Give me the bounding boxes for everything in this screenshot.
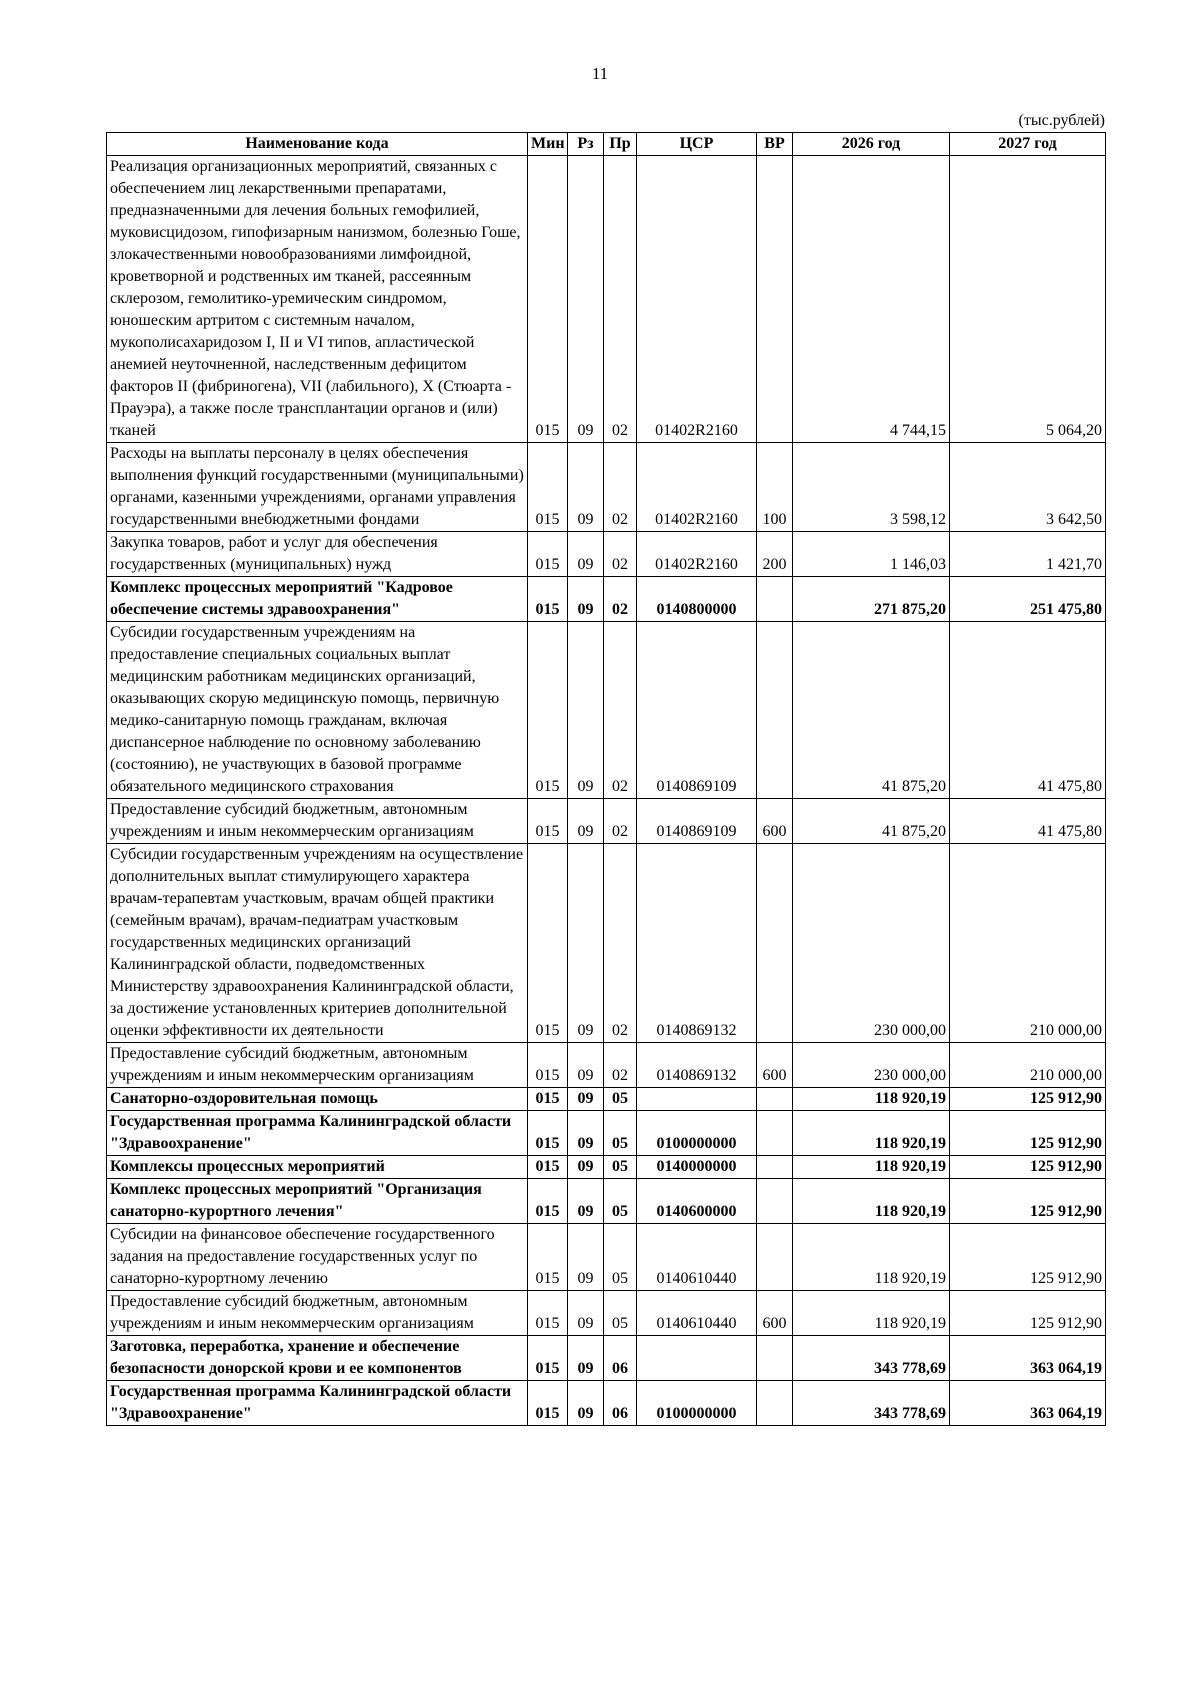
row-name: Субсидии государственным учреждениям на осуществление дополнительных выплат стимулирующего характера врачам-терапевтам участковым, врачам общей практики (семейным врачам), врачам-педиатрам участковым государственных медицинских организаций Калининградской области, подведомственных Министерству здравоохранения Калининградской области, за достижение установленных критериев дополнительной оценки эффективности их деятельности (107, 844, 528, 1043)
table-row (107, 1381, 1106, 1426)
row-name: Комплексы процессных мероприятий (107, 1156, 528, 1179)
row-csr: 0140000000 (637, 1156, 757, 1179)
row-2026: 41 875,20 (793, 622, 950, 799)
row-rz: 09 (568, 1291, 604, 1336)
row-vr (757, 844, 793, 1043)
row-rz: 09 (568, 1043, 604, 1088)
row-2027: 41 475,80 (950, 622, 1106, 799)
table-row (107, 1336, 1106, 1381)
row-2026: 41 875,20 (793, 799, 950, 844)
row-csr: 0140869109 (637, 622, 757, 799)
table-row (107, 577, 1106, 622)
table-row (107, 1088, 1106, 1111)
row-rz: 09 (568, 1179, 604, 1224)
row-min: 015 (528, 1291, 568, 1336)
table-row (107, 156, 1106, 443)
row-vr (757, 622, 793, 799)
row-2026: 230 000,00 (793, 844, 950, 1043)
row-name: Предоставление субсидий бюджетным, автономным учреждениям и иным некоммерческим организациям (107, 1043, 528, 1088)
row-name: Предоставление субсидий бюджетным, автономным учреждениям и иным некоммерческим организациям (107, 1291, 528, 1336)
row-vr (757, 1156, 793, 1179)
row-2026: 1 146,03 (793, 532, 950, 577)
row-2027: 125 912,90 (950, 1291, 1106, 1336)
row-vr (757, 577, 793, 622)
row-min: 015 (528, 622, 568, 799)
header-rz: Рз (568, 133, 604, 156)
table-row (107, 1043, 1106, 1088)
row-pr: 05 (604, 1111, 637, 1156)
row-pr: 02 (604, 156, 637, 443)
table-row (107, 1224, 1106, 1291)
row-2027: 363 064,19 (950, 1381, 1106, 1426)
header-vr: ВР (757, 133, 793, 156)
budget-table (106, 132, 1106, 1426)
row-2027: 3 642,50 (950, 443, 1106, 532)
row-2027: 125 912,90 (950, 1156, 1106, 1179)
row-2026: 343 778,69 (793, 1336, 950, 1381)
row-csr: 01402R2160 (637, 443, 757, 532)
row-2027: 125 912,90 (950, 1224, 1106, 1291)
row-rz: 09 (568, 1224, 604, 1291)
row-min: 015 (528, 1156, 568, 1179)
row-rz: 09 (568, 1381, 604, 1426)
row-vr: 600 (757, 1291, 793, 1336)
row-pr: 05 (604, 1291, 637, 1336)
table-row (107, 844, 1106, 1043)
row-rz: 09 (568, 844, 604, 1043)
row-2026: 118 920,19 (793, 1111, 950, 1156)
row-vr (757, 1179, 793, 1224)
row-csr: 0140869109 (637, 799, 757, 844)
row-rz: 09 (568, 799, 604, 844)
row-rz: 09 (568, 1336, 604, 1381)
row-vr: 200 (757, 532, 793, 577)
header-min: Мин (528, 133, 568, 156)
row-2026: 118 920,19 (793, 1224, 950, 1291)
header-pr: Пр (604, 133, 637, 156)
row-pr: 02 (604, 532, 637, 577)
row-min: 015 (528, 1336, 568, 1381)
row-rz: 09 (568, 1088, 604, 1111)
row-pr: 02 (604, 443, 637, 532)
row-min: 015 (528, 1111, 568, 1156)
row-rz: 09 (568, 577, 604, 622)
row-name: Комплекс процессных мероприятий "Кадровое обеспечение системы здравоохранения" (107, 577, 528, 622)
row-rz: 09 (568, 532, 604, 577)
header-2026: 2026 год (793, 133, 950, 156)
row-name: Расходы на выплаты персоналу в целях обеспечения выполнения функций государственными (муниципальными) органами, казенными учреждениями, органами управления государственными внебюджетными фондами (107, 443, 528, 532)
row-name: Санаторно-оздоровительная помощь (107, 1088, 528, 1111)
row-csr: 0140610440 (637, 1291, 757, 1336)
row-pr: 06 (604, 1336, 637, 1381)
row-2027: 125 912,90 (950, 1179, 1106, 1224)
row-vr: 100 (757, 443, 793, 532)
row-pr: 05 (604, 1224, 637, 1291)
row-min: 015 (528, 844, 568, 1043)
table-row (107, 1111, 1106, 1156)
row-csr: 01402R2160 (637, 532, 757, 577)
row-2027: 363 064,19 (950, 1336, 1106, 1381)
row-csr: 0140610440 (637, 1224, 757, 1291)
row-pr: 02 (604, 1043, 637, 1088)
row-pr: 05 (604, 1088, 637, 1111)
row-2027: 210 000,00 (950, 844, 1106, 1043)
row-2026: 4 744,15 (793, 156, 950, 443)
row-2026: 118 920,19 (793, 1179, 950, 1224)
row-pr: 02 (604, 799, 637, 844)
row-pr: 06 (604, 1381, 637, 1426)
header-name: Наименование кода (107, 133, 528, 156)
row-2027: 1 421,70 (950, 532, 1106, 577)
row-csr: 0140869132 (637, 844, 757, 1043)
row-name: Комплекс процессных мероприятий "Организация санаторно-курортного лечения" (107, 1179, 528, 1224)
row-name: Закупка товаров, работ и услуг для обеспечения государственных (муниципальных) нужд (107, 532, 528, 577)
row-csr: 0100000000 (637, 1381, 757, 1426)
row-min: 015 (528, 799, 568, 844)
row-min: 015 (528, 1179, 568, 1224)
row-csr: 0140800000 (637, 577, 757, 622)
row-2027: 41 475,80 (950, 799, 1106, 844)
row-2027: 5 064,20 (950, 156, 1106, 443)
row-csr: 01402R2160 (637, 156, 757, 443)
table-row (107, 1156, 1106, 1179)
row-csr: 0140869132 (637, 1043, 757, 1088)
row-2026: 118 920,19 (793, 1291, 950, 1336)
row-pr: 05 (604, 1156, 637, 1179)
row-name: Государственная программа Калининградской области "Здравоохранение" (107, 1381, 528, 1426)
row-vr (757, 1336, 793, 1381)
table-row (107, 1179, 1106, 1224)
row-vr (757, 1111, 793, 1156)
table-row (107, 443, 1106, 532)
table-header-row (107, 133, 1106, 156)
header-csr: ЦСР (637, 133, 757, 156)
row-min: 015 (528, 443, 568, 532)
row-2026: 343 778,69 (793, 1381, 950, 1426)
row-2027: 125 912,90 (950, 1088, 1106, 1111)
row-2026: 3 598,12 (793, 443, 950, 532)
row-name: Субсидии на финансовое обеспечение государственного задания на предоставление государственных услуг по санаторно-курортному лечению (107, 1224, 528, 1291)
row-min: 015 (528, 577, 568, 622)
page-number: 11 (591, 64, 609, 83)
row-2026: 118 920,19 (793, 1088, 950, 1111)
row-2027: 251 475,80 (950, 577, 1106, 622)
row-name: Субсидии государственным учреждениям на предоставление специальных социальных выплат медицинским работникам медицинских организаций, оказывающих скорую медицинскую помощь, первичную медико-санитарную помощь гражданам, включая диспансерное наблюдение по основному заболеванию (состоянию), не участвующих в базовой программе обязательного медицинского страхования (107, 622, 528, 799)
table-row (107, 1291, 1106, 1336)
row-min: 015 (528, 156, 568, 443)
row-2026: 118 920,19 (793, 1156, 950, 1179)
row-pr: 02 (604, 622, 637, 799)
units-label: (тыс.рублей) (1018, 112, 1105, 129)
row-2027: 210 000,00 (950, 1043, 1106, 1088)
row-rz: 09 (568, 156, 604, 443)
row-csr: 0100000000 (637, 1111, 757, 1156)
row-min: 015 (528, 532, 568, 577)
row-min: 015 (528, 1381, 568, 1426)
row-2026: 230 000,00 (793, 1043, 950, 1088)
row-rz: 09 (568, 1111, 604, 1156)
row-vr (757, 1224, 793, 1291)
row-min: 015 (528, 1043, 568, 1088)
row-rz: 09 (568, 1156, 604, 1179)
row-rz: 09 (568, 622, 604, 799)
row-pr: 02 (604, 844, 637, 1043)
row-min: 015 (528, 1088, 568, 1111)
row-2026: 271 875,20 (793, 577, 950, 622)
row-name: Реализация организационных мероприятий, связанных с обеспечением лиц лекарственными препаратами, предназначенными для лечения больных гемофилией, муковисцидозом, гипофизарным нанизмом, болезнью Гоше, злокачественными новообразованиями лимфоидной, кроветворной и родственных им тканей, рассеянным склерозом, гемолитико-уремическим синдромом, юношеским артритом с системным началом, мукополисахаридозом I, II и VI типов, апластической анемией неуточненной, наследственным дефицитом факторов II (фибриногена), VII (лабильного), X (Стюарта - Прауэра), а также после трансплантации органов и (или) тканей (107, 156, 528, 443)
row-name: Заготовка, переработка, хранение и обеспечение безопасности донорской крови и ее компонентов (107, 1336, 528, 1381)
row-rz: 09 (568, 443, 604, 532)
table-row (107, 532, 1106, 577)
table-row (107, 622, 1106, 799)
row-vr: 600 (757, 1043, 793, 1088)
row-csr: 0140600000 (637, 1179, 757, 1224)
row-min: 015 (528, 1224, 568, 1291)
row-vr (757, 156, 793, 443)
row-csr (637, 1088, 757, 1111)
row-name: Государственная программа Калининградской области "Здравоохранение" (107, 1111, 528, 1156)
row-pr: 05 (604, 1179, 637, 1224)
row-2027: 125 912,90 (950, 1111, 1106, 1156)
row-vr: 600 (757, 799, 793, 844)
table-row (107, 799, 1106, 844)
row-csr (637, 1336, 757, 1381)
row-pr: 02 (604, 577, 637, 622)
header-2027: 2027 год (950, 133, 1106, 156)
row-vr (757, 1381, 793, 1426)
row-name: Предоставление субсидий бюджетным, автономным учреждениям и иным некоммерческим организациям (107, 799, 528, 844)
row-vr (757, 1088, 793, 1111)
